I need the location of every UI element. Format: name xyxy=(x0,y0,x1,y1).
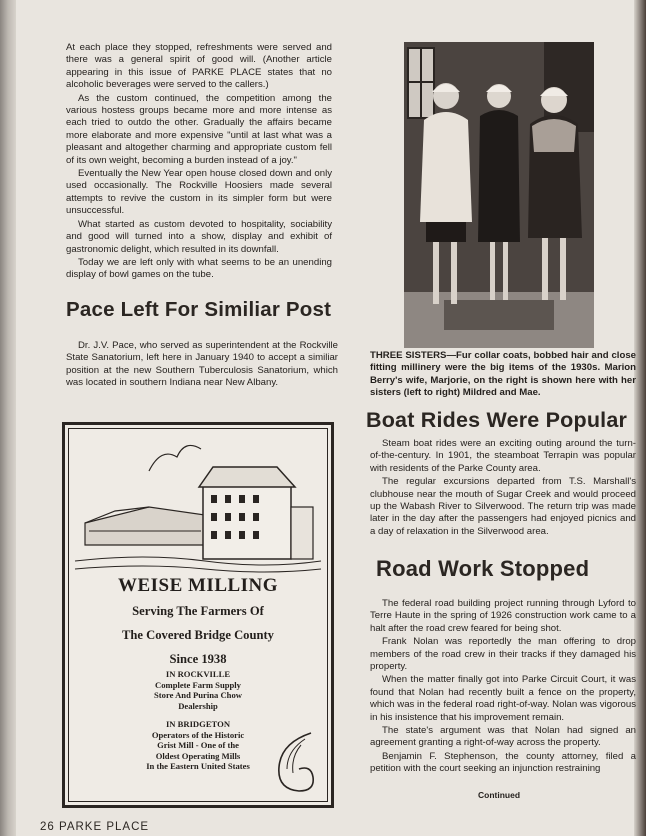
paragraph: At each place they stopped, refreshments were served and there was a general spirit of good will. (Another article appearing in this issue of PARKE PLACE states that no alcoholic beverages were served to the callers.) xyxy=(66,42,332,91)
paragraph: Today we are left only with what seems to be an unending display of bowl games on the tube. xyxy=(66,256,332,281)
paragraph: The regular excursions departed from T.S. Marshall's clubhouse near the mouth of Sugar Creek and would proceed up the Wabash River to Silverwood. The return trip was made later in the day after the passengers had enjoyed picnics and a day of relaxation in the Silverwood area. xyxy=(370,476,636,537)
ad-tagline-line: Since 1938 xyxy=(169,652,227,666)
ad-bridgeton-line: Operators of the Historic xyxy=(151,729,245,740)
paragraph: What started as custom devoted to hospitality, sociability and good will turned into a show, display and exhibit of gastronomic delight, which resulted in its downfall. xyxy=(66,218,332,255)
paragraph: Frank Nolan was reportedly the man offering to drop members of the road crew in their tracks if they damaged his property. xyxy=(370,636,636,673)
paragraph: Dr. J.V. Pace, who served as superintendent at the Rockville State Sanatorium, left here in January 1940 to accept a similiar position at the new Southern Tuberculosis Sanatorium, which was located in southern Indiana near New Albany. xyxy=(66,340,338,389)
road-article xyxy=(370,598,636,776)
paragraph: As the custom continued, the competition among the various hostess groups became more and more intense as each tried to outdo the other. Gradually the affairs became more elaborate and more expensive "until at last what was a pleasant and altogether charming and appropriate custom fell of its own weight, becoming a burden instead of a joy." xyxy=(66,92,332,166)
ad-tagline-line: Serving The Farmers Of xyxy=(132,604,264,618)
ad-tagline-line: The Covered Bridge County xyxy=(122,628,274,642)
page-number: 26 xyxy=(40,821,55,833)
page-footer xyxy=(40,821,149,833)
book-binding xyxy=(0,0,16,836)
ad-rockville-heading: IN ROCKVILLE xyxy=(165,669,231,679)
ad-rockville-line: Store And Purina Chow xyxy=(154,690,242,701)
ad-bridgeton-heading: IN BRIDGETON xyxy=(165,719,231,729)
ad-tagline xyxy=(65,602,331,668)
left-article xyxy=(66,42,332,282)
publication-name: PARKE PLACE xyxy=(59,821,150,833)
pace-headline: Pace Left For Similiar Post xyxy=(66,298,332,321)
photo-illustration xyxy=(404,42,594,348)
mill-illustration xyxy=(65,427,331,577)
road-headline: Road Work Stopped xyxy=(376,556,590,581)
ad-rockville-line: Dealership xyxy=(178,700,218,711)
paragraph: Steam boat rides were an exciting outing around the turn-of-the-century. In 1901, the steamboat Terrapin was popular with residents of the Parke County area. xyxy=(370,438,636,474)
ad-bridgeton-line: Oldest Operating Mills xyxy=(155,750,241,761)
boat-article xyxy=(370,438,636,538)
scroll-flourish-icon xyxy=(261,729,321,799)
photo-caption: THREE SISTERS—Fur collar coats, bobbed hair and close fitting millinery were the big items of the 1930s. Marion Berry's wife, Marjorie, on the right is shown here with her sisters (left to right) Mildred and Mae. xyxy=(370,350,636,399)
boat-headline: Boat Rides Were Popular xyxy=(366,408,628,432)
ad-title: WEISE MILLING xyxy=(117,575,279,596)
pace-article xyxy=(66,340,338,390)
three-sisters-photo xyxy=(404,42,594,348)
paragraph: When the matter finally got into Parke Circuit Court, it was found that Nolan had recently built a fence on the property, which was in the federal road right-of-way. Nolan was vigorous in his insistence that his improvement remain. xyxy=(370,674,636,723)
ad-rockville-block xyxy=(65,669,331,711)
paragraph: Eventually the New Year open house closed down and only used occasionally. The Rockville Hoosiers made several attempts to revive the custom in its simpler form but were unsuccessful. xyxy=(66,168,332,217)
continued-label: Continued xyxy=(478,790,521,800)
ad-bridgeton-line: In the Eastern United States xyxy=(146,761,250,772)
weise-milling-ad xyxy=(62,422,334,808)
ad-rockville-line: Complete Farm Supply xyxy=(155,679,241,690)
ad-bridgeton-line: Grist Mill - One of the xyxy=(157,740,239,751)
paragraph: The federal road building project running through Lyford to Terre Haute in the spring of 1926 construction work came to a halt after the road crew feared for being shot. xyxy=(370,598,636,634)
paragraph: Benjamin F. Stephenson, the county attorney, filed a petition with the court seeking an injunction restraining xyxy=(370,750,636,775)
paragraph: The state's argument was that Nolan had signed an agreement granting a right-of-way across the property. xyxy=(370,725,636,749)
